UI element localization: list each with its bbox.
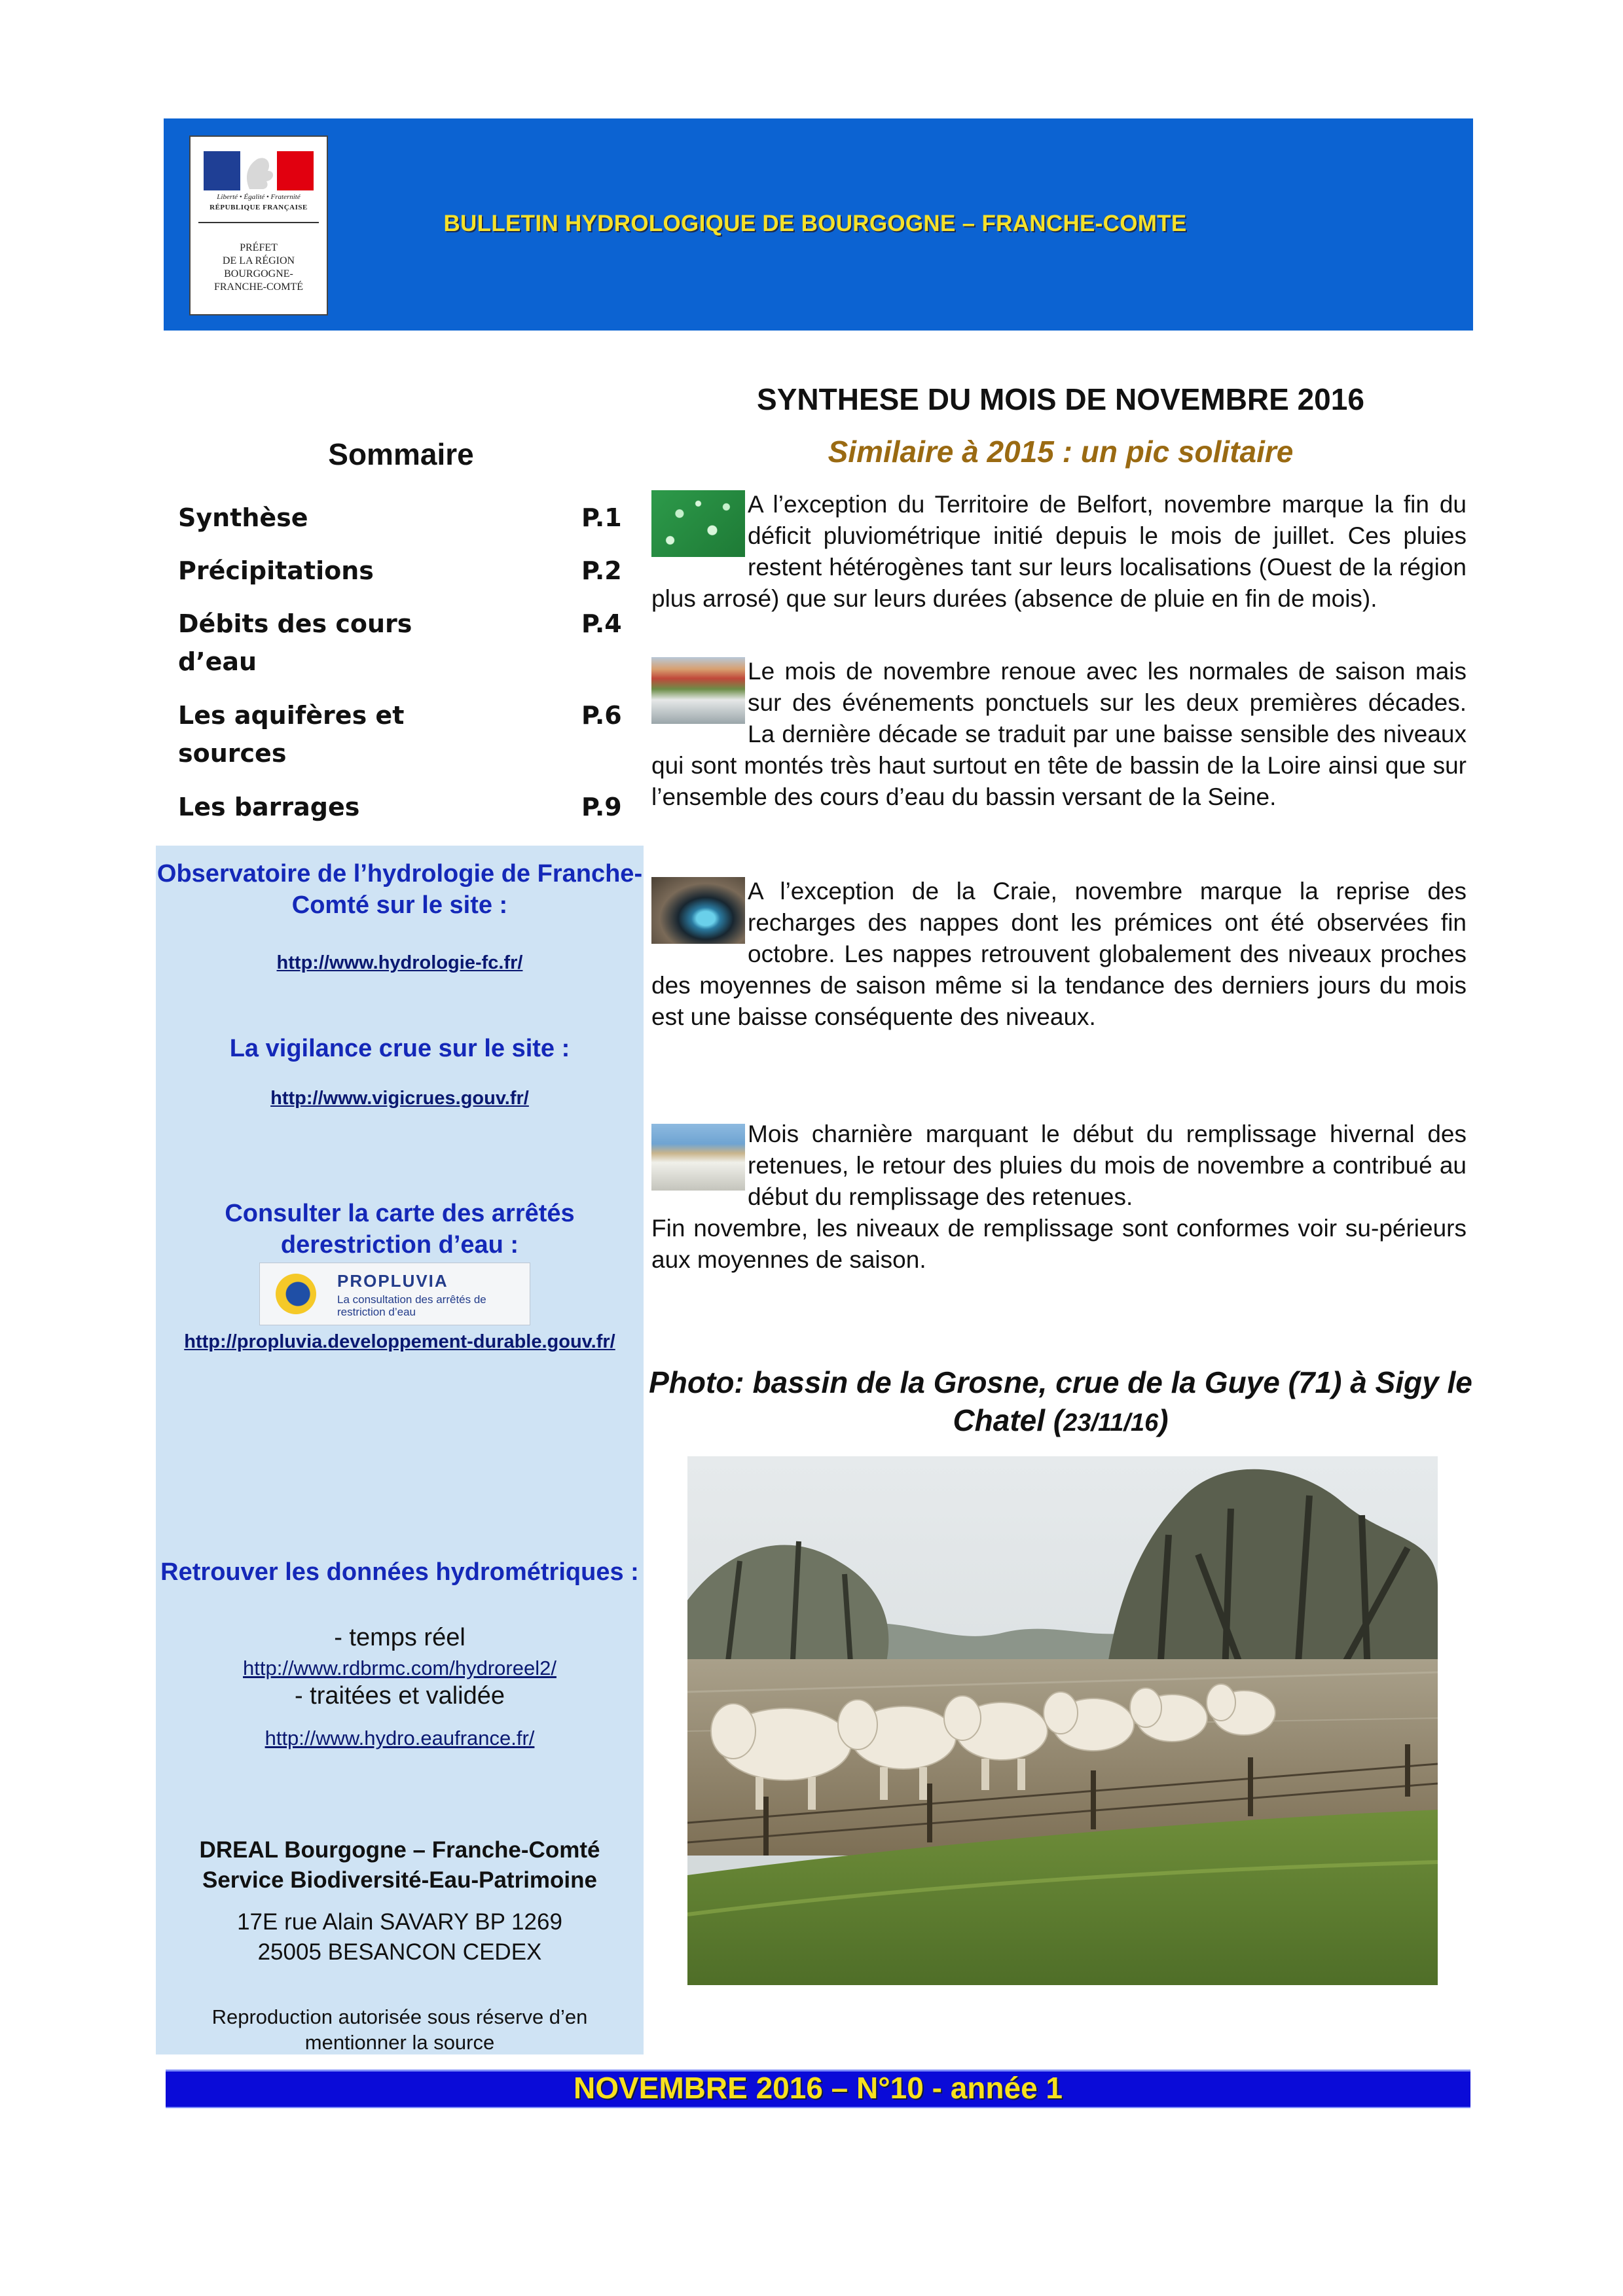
toc-item-synthese[interactable]: Synthèse (178, 503, 308, 532)
paragraph-text-2: Fin novembre, les niveaux de remplissage sont conformes voir su-périeurs aux moyennes de saison. (651, 1215, 1467, 1273)
prefet-line: BOURGOGNE- (224, 268, 293, 279)
toc-item-aquiferes[interactable]: Les aquifères et sources (178, 701, 405, 768)
toc-page-synthese: P.1 (581, 503, 622, 532)
traitees-label: - traitées et validée (294, 1682, 505, 1710)
donnees-heading: Retrouver les données hydrométriques : (160, 1558, 639, 1586)
prefecture-logo (189, 135, 328, 315)
logo-divider (198, 222, 319, 223)
paragraph-text: Mois charnière marquant le début du remplissage hivernal des retenues, le retour des pluies du mois de novembre a contribué au début du remplissage des retenues. (748, 1121, 1467, 1210)
flood-photo (687, 1456, 1438, 1985)
marianne-flag-icon (204, 151, 314, 190)
photo-caption (648, 1363, 1473, 1442)
republic-motto: Liberté • Égalité • Fraternité (217, 193, 301, 201)
dreal-service: Service Biodiversité-Eau-Patrimoine (202, 1867, 597, 1893)
sommaire-title: Sommaire (328, 437, 474, 471)
propluvia-name: PROPLUVIA (337, 1271, 448, 1291)
flood-scene-illustration (687, 1456, 1438, 1985)
paragraph-aquiferes (651, 876, 1467, 1072)
paragraph-precipitations (651, 489, 1467, 643)
temps-reel-label: - temps réel (334, 1624, 465, 1651)
prefet-line: PRÉFET (240, 242, 278, 253)
paragraph-text: A l’exception de la Craie, novembre marque la reprise des recharges des nappes dont les prémices ont été observées fin octobre. Les nappes retrouvent globalement des niveaux proches des moyennes de saison même si la tendance des derniers jours du mois est une baisse conséquente des niveaux. (651, 878, 1467, 1030)
prefet-line: FRANCHE-COMTÉ (213, 281, 303, 293)
propluvia-link[interactable]: http://propluvia.developpement-durable.gouv.fr/ (184, 1331, 615, 1352)
hydro-eaufrance-link[interactable]: http://www.hydro.eaufrance.fr/ (264, 1727, 535, 1749)
bulletin-title: BULLETIN HYDROLOGIQUE DE BOURGOGNE – FRANCHE-COMTE (443, 211, 1187, 236)
dam-icon (651, 1124, 745, 1191)
toc-item-precipitations[interactable]: Précipitations (178, 556, 374, 585)
paragraph-debits (651, 656, 1467, 846)
paragraph-text: Le mois de novembre renoue avec les normales de saison mais sur des événements ponctuels sur les deux premières décades. La dernière décade se traduit par une baisse sensible des niveaux qui sont montés très haut surtout en tête de bassin de la Loire ainsi que sur l’ensemble des cours d’eau du bassin versant de la Seine. (651, 658, 1467, 810)
photo-caption-text: Photo: bassin de la Grosne, crue de la Guye (71) à Sigy le Chatel ( (649, 1365, 1472, 1437)
observatoire-link[interactable]: http://www.hydrologie-fc.fr/ (276, 952, 523, 973)
toc-page-aquiferes: P.6 (581, 701, 622, 730)
paragraph-text: A l’exception du Territoire de Belfort, novembre marque la fin du déficit pluviométrique initié depuis le mois de juillet. Ces pluies restent hétérogènes tant sur leurs localisations (Ouest de la région plus arrosé) que sur leurs durées (absence de pluie en fin de mois). (651, 491, 1467, 612)
issue-label: NOVEMBRE 2016 – N°10 - année 1 (573, 2071, 1063, 2105)
river-icon (651, 657, 745, 724)
propluvia-logo[interactable] (259, 1263, 530, 1325)
arretes-heading: Consulter la carte des arrêtés derestriction d’eau : (225, 1200, 575, 1259)
republic-name: RÉPUBLIQUE FRANÇAISE (210, 204, 308, 211)
propluvia-tagline: La consultation des arrêtés de restriction d’eau (337, 1293, 486, 1318)
vigilance-heading: La vigilance crue sur le site : (229, 1035, 570, 1062)
cave-icon (651, 877, 745, 944)
photo-caption-date: 23/11/16 (1063, 1409, 1159, 1437)
paragraph-barrages (651, 1119, 1467, 1289)
synthese-subtitle: Similaire à 2015 : un pic solitaire (828, 435, 1294, 469)
toc-item-debits[interactable]: Débits des cours d’eau (178, 609, 412, 676)
synthese-title: SYNTHESE DU MOIS DE NOVEMBRE 2016 (757, 382, 1364, 416)
reproduction-note: Reproduction autorisée sous réserve d’en mentionner la source (211, 2005, 588, 2054)
raindrops-icon (651, 490, 745, 557)
prefet-line: DE LA RÉGION (222, 255, 295, 266)
vigilance-link[interactable]: http://www.vigicrues.gouv.fr/ (270, 1088, 529, 1109)
toc-item-barrages[interactable]: Les barrages (178, 793, 360, 821)
observatoire-heading: Observatoire de l’hydrologie de Franche-Comté sur le site : (156, 860, 643, 919)
photo-caption-end: ) (1158, 1403, 1169, 1437)
address-street: 17E rue Alain SAVARY BP 1269 (237, 1909, 562, 1935)
dreal-name: DREAL Bourgogne – Franche-Comté (199, 1837, 600, 1863)
toc-page-debits: P.4 (581, 609, 622, 638)
toc-page-precipitations: P.2 (581, 556, 622, 585)
propluvia-sun-icon (276, 1274, 316, 1314)
address-city: 25005 BESANCON CEDEX (257, 1939, 542, 1965)
rdbrmc-link[interactable]: http://www.rdbrmc.com/hydroreel2/ (243, 1657, 556, 1679)
toc-page-barrages: P.9 (581, 793, 622, 821)
prefet-label (191, 242, 327, 294)
